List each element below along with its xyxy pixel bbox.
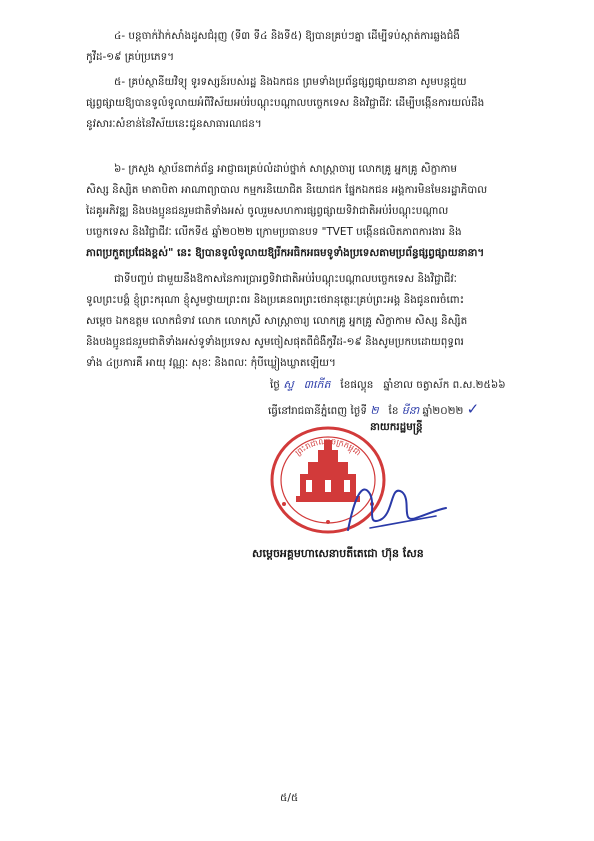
paragraph-line: ផ្សព្វផ្សាយឱ្យបានទូលំទូលាយអំពីវិស័យអប់រំបណ្តុះបណ្តាលបច្ចេកទេស និងវិជ្ជាជីវៈ ដើម្បីបង្កើនការយល់ដឹង: [86, 97, 485, 109]
paragraph-line: ៥- គ្រប់ស្ថានីយវិទ្យុ ទូរទស្សន៍របស់រដ្ឋ និងឯកជន ព្រមទាំងប្រព័ន្ធផ្សព្វផ្សាយនានា សូមបន្តជួយ: [114, 76, 467, 88]
lunar-date-line: [270, 378, 506, 394]
month-value: ផល្គុន: [350, 379, 374, 391]
date-prefix: ធ្វើនៅរាជធានីភ្នំពេញ ថ្ងៃទី: [268, 405, 367, 417]
paragraph-line: ជាទីបញ្ចប់ ជាមួយនឹងឱកាសនៃការប្រារព្ធទិវាជាតិអប់រំបណ្តុះបណ្តាលបច្ចេកទេស និងវិជ្ជាជីវៈ: [114, 273, 457, 285]
paragraph-line: ទាំង ៤ប្រការគឺ អាយុ វណ្ណៈ សុខៈ និងពលៈ កុំបីឃ្លៀងឃ្លាតឡើយ។: [86, 357, 336, 369]
paragraph-line: ភាពប្រកួតប្រជែងខ្ពស់" នេះ ឱ្យបានទូលំទូលាយឱ្យរីកអធិកអធមទូទាំងប្រទេសតាមប្រព័ន្ធផ្សព្វផ្សាយនានា។: [86, 247, 485, 259]
paragraph-line: ដៃគូអភិវឌ្ឍ និងបងប្អូនជនរួមជាតិទាំងអស់ ចូលរួមសហការផ្សព្វផ្សាយទិវាជាតិអប់រំបណ្តុះបណ្តាល: [86, 205, 449, 217]
paragraph-line: សម្តេច ឯកឧត្តម លោកជំទាវ លោក លោកស្រី សាស្ត្រាចារ្យ លោកគ្រូ អ្នកគ្រូ សិក្ខាកាម សិស្ស និស្សិត: [86, 315, 468, 327]
paragraph-line: និងបងប្អូនជនរួមជាតិទាំងអស់ទូទាំងប្រទេស សូមចៀសផុតពីជំងឺកូវីដ-១៩ និងសូមប្រកបដោយពុទ្ធពរ: [86, 336, 464, 348]
paragraph-line: ទូលព្រះបង្គំ ខ្ញុំព្រះករុណា ខ្ញុំសូមថ្វាយព្រះពរ និងប្រគេនពរព្រះថេរានុត្ថេរៈគ្រប់ព្រះអង្គ និងជូនពរចំពោះ: [86, 294, 465, 306]
handwritten-weekday: ស្ទ: [283, 378, 294, 391]
paragraph-line: សិស្ស និស្សិត មាតាបិតា អាណាព្យាបាល កម្មករនិយោជិត និយោជក ផ្នែកឯកជន អង្គការមិនមែនរដ្ឋាភិបាល: [86, 184, 488, 196]
lunar-year: ឆ្នាំខាល ចត្វាស័ក ព.ស.២៥៦៦: [383, 379, 506, 391]
paragraph-6: [86, 159, 534, 264]
handwritten-signature: [340, 470, 450, 540]
handwritten-month: មីនា: [401, 404, 420, 417]
closing-paragraph: [86, 269, 534, 374]
solar-year: ឆ្នាំ២០២២: [422, 405, 464, 417]
prime-minister-title: នាយករដ្ឋមន្ត្រី: [370, 421, 423, 433]
solar-date-line: [268, 400, 479, 420]
month-label: ខែ: [388, 405, 399, 417]
month-label: ខែ: [340, 379, 351, 391]
paragraph-line: នូវសារៈសំខាន់នៃវិស័យនេះជូនសាធារណជន។: [86, 118, 262, 130]
date-prefix: ថ្ងៃ: [270, 379, 280, 391]
paragraph-line: ៦- ក្រសួង ស្ថាប័នពាក់ព័ន្ធ អាជ្ញាធរគ្រប់លំដាប់ថ្នាក់ សាស្ត្រាចារ្យ លោកគ្រូ អ្នកគ្រូ សិក្ខាកាម: [114, 163, 458, 175]
paragraph-4: [86, 26, 534, 68]
page-number: ៥/៥: [280, 792, 299, 804]
handwritten-day: ២: [370, 404, 379, 417]
paragraph-5: [86, 72, 534, 135]
paragraph-line: កូវីដ-១៩ គ្រប់ប្រភេទ។: [86, 51, 175, 63]
handwritten-day: ៣កើត: [303, 378, 331, 391]
paragraph-line: ៤- បន្តចាក់វ៉ាក់សាំងដូសជំរុញ (ទី៣ ទី៤ និងទី៥) ឱ្យបានគ្រប់ៗគ្នា ដើម្បីទប់ស្កាត់ការឆ្លងជំងឺ: [114, 30, 460, 42]
signer-name: សម្តេចអគ្គមហាសេនាបតីតេជោ ហ៊ុន សែន: [252, 547, 424, 560]
seal-text: ព្រះរាជាណាចក្រកម្ពុជា: [293, 436, 363, 458]
checkmark-icon: ✓: [466, 400, 480, 418]
paragraph-line: បច្ចេកទេស និងវិជ្ជាជីវៈ លើកទី៥ ឆ្នាំ២០២២ ក្រោមប្រធានបទ "TVET បង្កើនផលិតភាពការងារ និង: [86, 226, 462, 238]
